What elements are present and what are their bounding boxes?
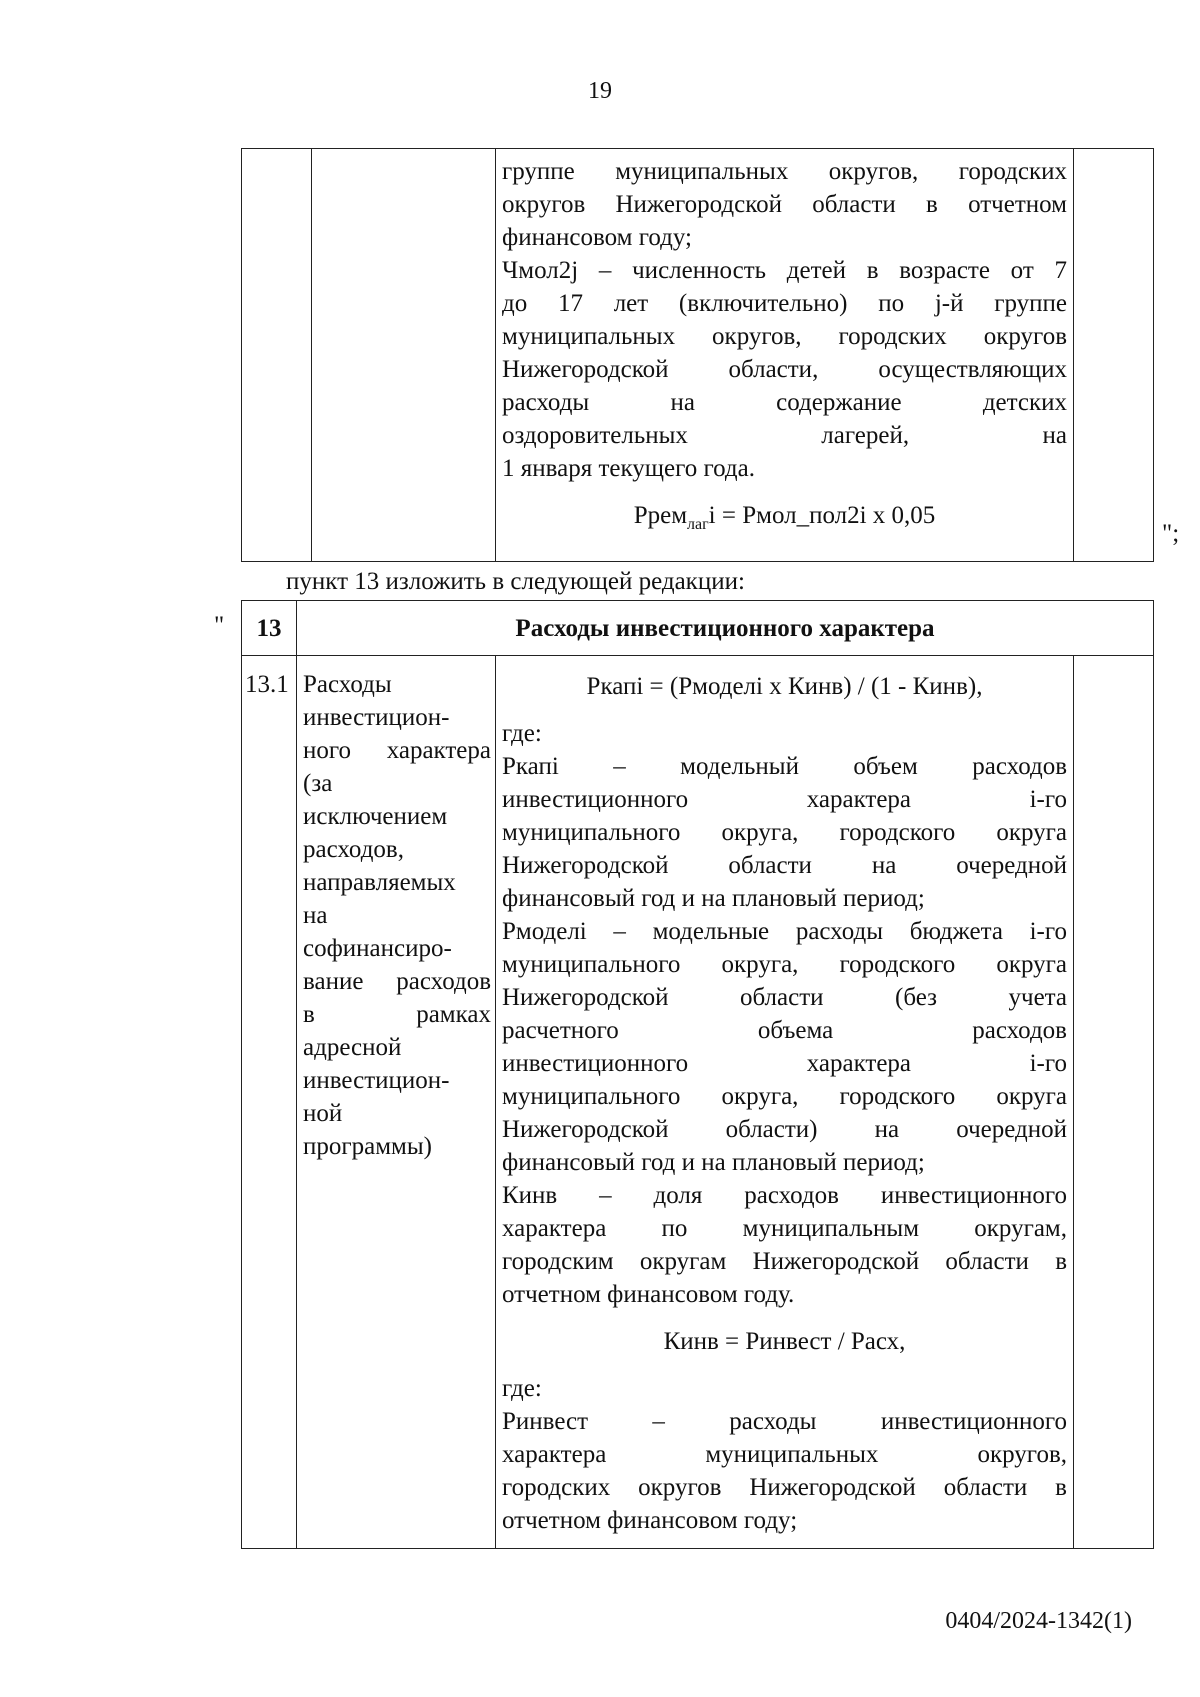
text-line: инвестицион- <box>303 1067 450 1094</box>
method-cell <box>496 149 1074 562</box>
header-title: Расходы инвестиционного характера <box>297 601 1154 656</box>
text-line: Кинв – доля расходов инвестиционного <box>502 1182 1067 1209</box>
note-cell <box>1074 656 1154 1549</box>
text-line: городских округов Нижегородской области в <box>502 1474 1067 1501</box>
row-number: 13.1 <box>242 656 297 1549</box>
formula-kap: Ркапi = (Рмоделi х Кинв) / (1 - Кинв), <box>586 673 983 700</box>
text-line: Расходы <box>303 671 392 698</box>
table-row <box>242 656 1154 1549</box>
text-line: 1 января текущего года. <box>502 455 755 482</box>
text-line: финансовый год и на плановый период; <box>502 1149 925 1176</box>
text-line: финансовом году; <box>502 224 693 251</box>
text-line: расчетного объема расходов <box>502 1017 1067 1044</box>
text-line: адресной <box>303 1034 402 1061</box>
text-line: программы) <box>303 1133 432 1160</box>
text-line: расходы на содержание детских <box>502 389 1067 416</box>
text-line: отчетном финансовом году. <box>502 1281 795 1308</box>
text-line: (за <box>303 770 333 797</box>
text-line: муниципального округа, городского округа <box>502 1083 1067 1110</box>
opening-quote: " <box>214 612 225 639</box>
text-line: ной <box>303 1100 343 1127</box>
text-line: инвестиционного характера i-го <box>502 786 1067 813</box>
where-label: где: <box>502 1375 542 1402</box>
formula-rem: Ррем$_{лаг}$i = Рмол_пол2i х 0,05 <box>633 502 936 533</box>
text-line: характера по муниципальным округам, <box>502 1215 1067 1242</box>
text-line: ного характера <box>303 737 491 764</box>
text-line: финансовый год и на плановый период; <box>502 885 925 912</box>
text-line: Чмол2j – численность детей в возрасте от 7 <box>502 257 1067 284</box>
text-line: муниципальных округов, городских округов <box>502 323 1067 350</box>
text-line: в рамках <box>303 1001 491 1028</box>
point-13-table <box>241 600 1154 1549</box>
expense-name-text <box>303 668 491 1163</box>
text-line: округов Нижегородской области в отчетном <box>502 191 1067 218</box>
name-cell <box>312 149 496 562</box>
text-line: Ркапi – модельный объем расходов <box>502 753 1067 780</box>
text-line: оздоровительных лагерей, на <box>502 422 1067 449</box>
text-block <box>502 155 1067 485</box>
text-line: расходов, <box>303 836 404 863</box>
number-cell <box>242 149 312 562</box>
text-line: вание расходов <box>303 968 491 995</box>
text-line: инвестицион- <box>303 704 450 731</box>
text-line: Ринвест – расходы инвестиционного <box>502 1408 1067 1435</box>
page-number: 19 <box>588 78 612 104</box>
text-block <box>502 750 1067 1311</box>
expense-name-cell <box>297 656 496 1549</box>
text-line: характера муниципальных округов, <box>502 1441 1067 1468</box>
text-line: муниципального округа, городского округа <box>502 819 1067 846</box>
closing-quote: "; <box>1162 520 1180 547</box>
text-line: Нижегородской области (без учета <box>502 984 1067 1011</box>
text-line: инвестиционного характера i-го <box>502 1050 1067 1077</box>
text-line: городским округам Нижегородской области в <box>502 1248 1067 1275</box>
header-number: 13 <box>242 601 297 656</box>
note-cell <box>1074 149 1154 562</box>
text-line: на <box>303 902 328 929</box>
text-line: до 17 лет (включительно) по j-й группе <box>502 290 1067 317</box>
method-cell <box>496 656 1074 1549</box>
formula-kinv: Кинв = Ринвест / Расх, <box>663 1328 906 1355</box>
continuation-table <box>241 148 1154 562</box>
text-line: Нижегородской области на очередной <box>502 852 1067 879</box>
where-label: где: <box>502 720 542 747</box>
text-line: Нижегородской области, осуществляющих <box>502 356 1067 383</box>
text-block <box>502 1405 1067 1537</box>
text-line: Рмоделi – модельные расходы бюджета i-го <box>502 918 1067 945</box>
text-line: отчетном финансовом году; <box>502 1507 798 1534</box>
text-line: исключением <box>303 803 448 830</box>
text-line: софинансиро- <box>303 935 452 962</box>
intro-text: пункт 13 изложить в следующей редакции: <box>286 568 745 595</box>
table-row <box>242 149 1154 562</box>
table-header-row <box>242 601 1154 656</box>
text-line: направляемых <box>303 869 456 896</box>
text-line: группе муниципальных округов, городских <box>502 158 1067 185</box>
text-line: Нижегородской области) на очередной <box>502 1116 1067 1143</box>
document-code: 0404/2024-1342(1) <box>945 1608 1132 1634</box>
text-line: муниципального округа, городского округа <box>502 951 1067 978</box>
